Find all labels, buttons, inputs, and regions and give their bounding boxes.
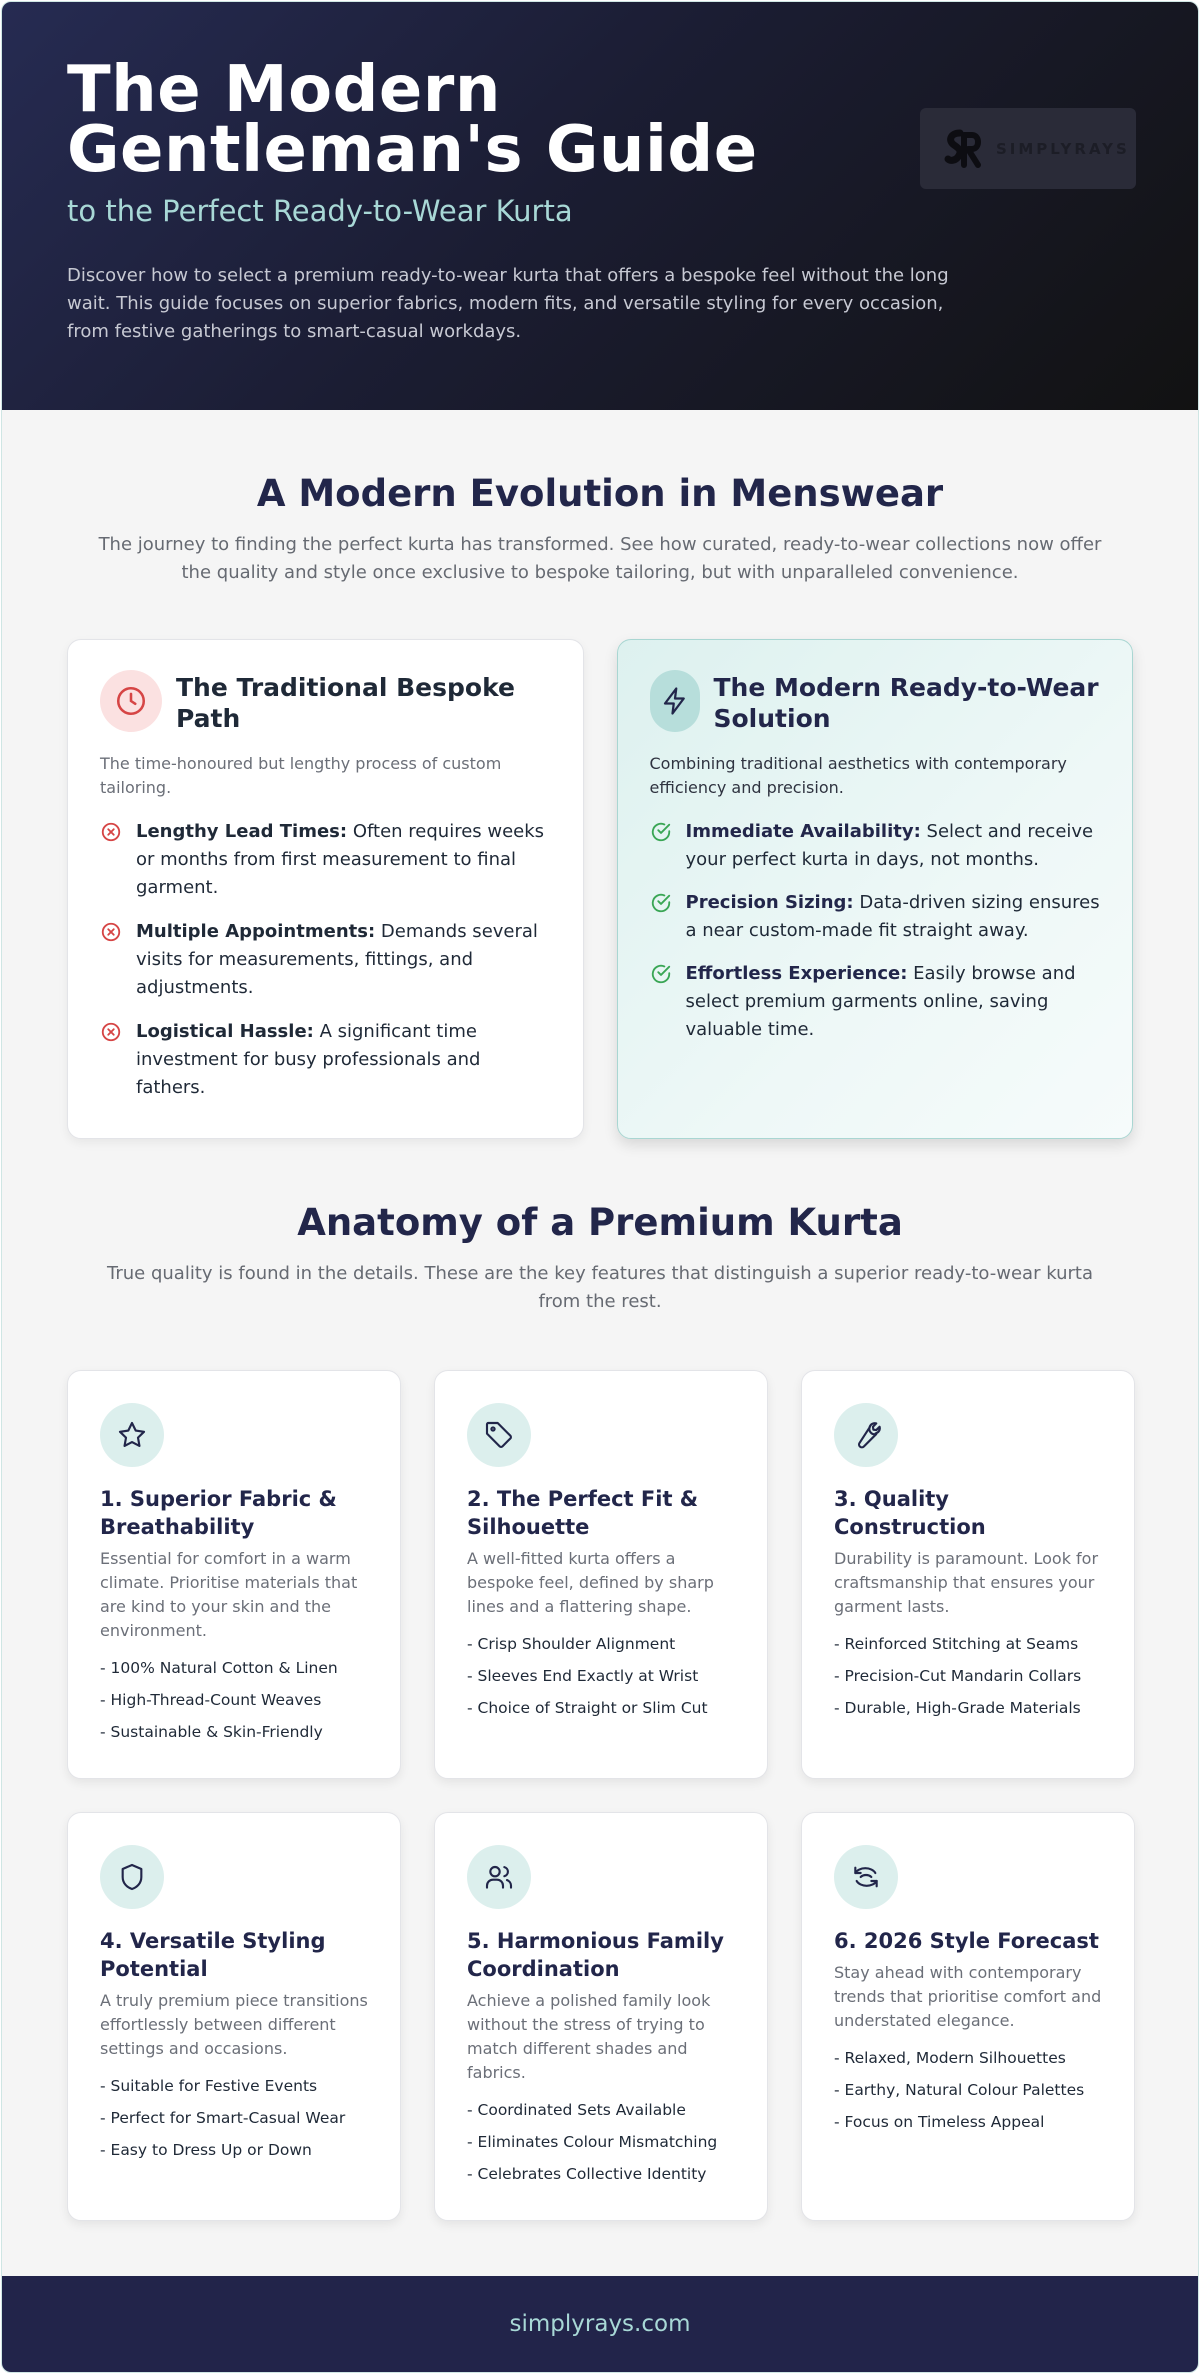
feature-card-family: [434, 1812, 768, 2221]
modern-card: [617, 639, 1134, 1139]
feature-description: Achieve a polished family look without the stress of trying to match different shades and fabrics.: [467, 1991, 711, 2082]
anatomy-title: Anatomy of a Premium Kurta: [297, 1201, 903, 1244]
feature-description: A well-fitted kurta offers a bespoke feel, defined by sharp lines and a flattering shape.: [467, 1549, 714, 1616]
traditional-title: The Traditional Bespoke Path: [176, 673, 515, 733]
feature-title: 4. Versatile Styling Potential: [100, 1929, 326, 1981]
feature-points: [467, 1633, 735, 1719]
page-footer: [2, 2276, 1198, 2372]
feature-title: 1. Superior Fabric & Breathability: [100, 1487, 337, 1539]
list-item: - High-Thread-Count Weaves: [100, 1691, 322, 1709]
shield-icon: [100, 1845, 164, 1909]
list-item: - Relaxed, Modern Silhouettes: [834, 2049, 1066, 2067]
list-item: Immediate Availability: Select and receive your perfect kurta in days, not months.: [650, 818, 1101, 874]
feature-points: [834, 1633, 1102, 1719]
modern-title: The Modern Ready-to-Wear Solution: [713, 673, 1099, 733]
list-item: - Durable, High-Grade Materials: [834, 1699, 1081, 1717]
page-subtitle: to the Perfect Ready-to-Wear Kurta: [67, 194, 573, 228]
list-item: - Eliminates Colour Mismatching: [467, 2133, 718, 2151]
list-item: - Sustainable & Skin-Friendly: [100, 1723, 323, 1741]
anatomy-description: True quality is found in the details. These are the key features that distinguish a superior ready-to-wear kurta from the rest.: [107, 1263, 1093, 1312]
feature-points: [100, 2075, 368, 2161]
list-item: - Crisp Shoulder Alignment: [467, 1635, 676, 1653]
list-item: - Precision-Cut Mandarin Collars: [834, 1667, 1082, 1685]
feature-description: A truly premium piece transitions effortlessly between different settings and occasions.: [100, 1991, 368, 2058]
evolution-section: [2, 410, 1198, 1139]
lightning-icon: [650, 670, 700, 732]
list-item: - Perfect for Smart-Casual Wear: [100, 2109, 346, 2127]
wrench-icon: [834, 1403, 898, 1467]
traditional-description: The time-honoured but lengthy process of custom tailoring.: [100, 754, 502, 797]
evolution-title: A Modern Evolution in Menswear: [256, 472, 944, 515]
refresh-icon: [834, 1845, 898, 1909]
list-item: - Coordinated Sets Available: [467, 2101, 686, 2119]
feature-title: 6. 2026 Style Forecast: [834, 1929, 1099, 1953]
clock-icon: [100, 670, 162, 732]
feature-title: 5. Harmonious Family Coordination: [467, 1929, 724, 1981]
logo-wordmark: SIMPLYRAYS: [996, 139, 1130, 158]
hero-header: [2, 2, 1198, 410]
feature-points: [834, 2047, 1102, 2133]
star-icon: [100, 1403, 164, 1467]
users-icon: [467, 1845, 531, 1909]
list-item: - Focus on Timeless Appeal: [834, 2113, 1045, 2131]
modern-description: Combining traditional aesthetics with contemporary efficiency and precision.: [649, 754, 1067, 797]
feature-points: [100, 1657, 368, 1743]
modern-list: [650, 818, 1101, 1044]
traditional-card: [67, 639, 584, 1139]
list-item: - Earthy, Natural Colour Palettes: [834, 2081, 1085, 2099]
infographic-page: [1, 1, 1199, 2373]
list-item: - Celebrates Collective Identity: [467, 2165, 707, 2183]
feature-description: Durability is paramount. Look for craftsmanship that ensures your garment lasts.: [834, 1549, 1099, 1616]
check-circle-icon: [650, 963, 672, 985]
list-item: Logistical Hassle: A significant time investment for busy professionals and fathers.: [100, 1018, 551, 1102]
list-item: - Suitable for Festive Events: [100, 2077, 318, 2095]
x-circle-icon: [100, 1021, 122, 1043]
feature-grid: [2, 1370, 1198, 2221]
x-circle-icon: [100, 921, 122, 943]
list-item: - Easy to Dress Up or Down: [100, 2141, 312, 2159]
list-item: Multiple Appointments: Demands several visits for measurements, fittings, and adjustments.: [100, 918, 551, 1002]
feature-description: Essential for comfort in a warm climate. Prioritise materials that are kind to your skin and the environment.: [100, 1549, 358, 1640]
logo-mark-icon: [940, 125, 988, 173]
comparison-cards: [2, 639, 1198, 1139]
feature-card-fit: [434, 1370, 768, 1779]
x-circle-icon: [100, 821, 122, 843]
feature-card-styling: [67, 1812, 401, 2221]
evolution-description: The journey to finding the perfect kurta has transformed. See how curated, ready-to-wear collections now offer the quality and style once exclusive to bespoke tailoring, but with unparalleled convenience.: [98, 534, 1102, 583]
tag-icon: [467, 1403, 531, 1467]
check-circle-icon: [650, 821, 672, 843]
list-item: - Sleeves End Exactly at Wrist: [467, 1667, 699, 1685]
feature-description: Stay ahead with contemporary trends that prioritise comfort and understated elegance.: [834, 1963, 1102, 2030]
feature-points: [467, 2099, 735, 2185]
list-item: - 100% Natural Cotton & Linen: [100, 1659, 338, 1677]
feature-card-forecast: [801, 1812, 1135, 2221]
brand-logo: [920, 108, 1136, 189]
feature-card-fabric: [67, 1370, 401, 1779]
anatomy-section: [2, 1139, 1198, 2221]
list-item: Effortless Experience: Easily browse and select premium garments online, saving valuable time.: [650, 960, 1101, 1044]
feature-title: 3. Quality Construction: [834, 1487, 986, 1539]
intro-text: Discover how to select a premium ready-to-wear kurta that offers a bespoke feel without the long wait. This guide focuses on superior fabrics, modern fits, and versatile styling for every occasion, from festive gatherings to smart-casual workdays.: [67, 265, 949, 342]
feature-card-construction: [801, 1370, 1135, 1779]
traditional-list: [100, 818, 551, 1102]
page-title: The Modern Gentleman's Guide: [67, 53, 758, 187]
list-item: - Reinforced Stitching at Seams: [834, 1635, 1079, 1653]
list-item: Lengthy Lead Times: Often requires weeks or months from first measurement to final garment.: [100, 818, 551, 902]
footer-website-link[interactable]: simplyrays.com: [509, 2311, 691, 2337]
list-item: Precision Sizing: Data-driven sizing ensures a near custom-made fit straight away.: [650, 889, 1101, 945]
feature-title: 2. The Perfect Fit & Silhouette: [467, 1487, 699, 1539]
check-circle-icon: [650, 892, 672, 914]
list-item: - Choice of Straight or Slim Cut: [467, 1699, 708, 1717]
